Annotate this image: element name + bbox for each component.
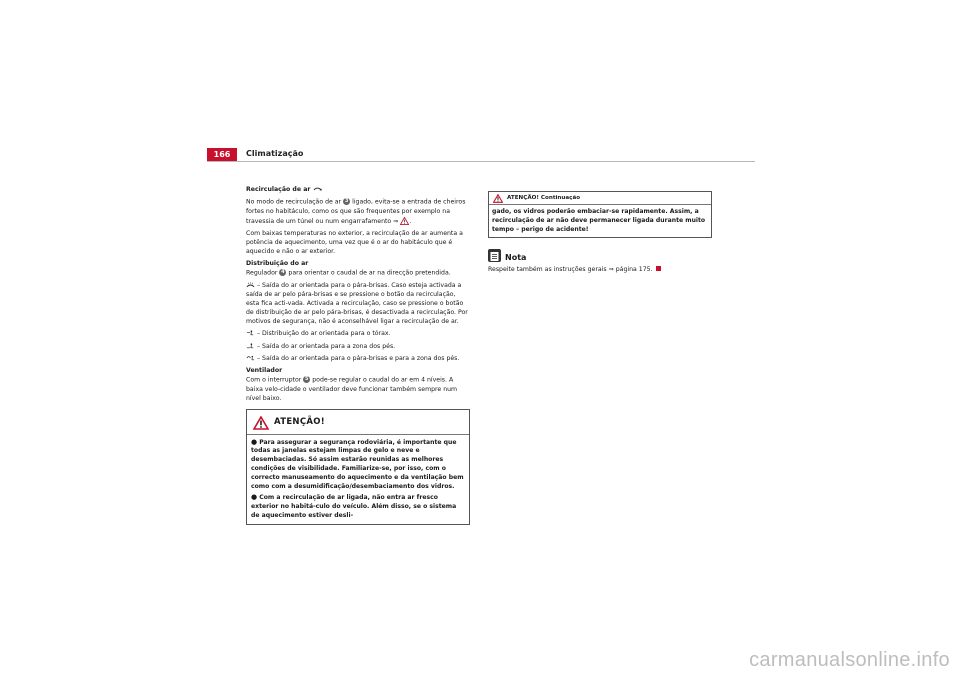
- dist-item-chest: [246, 330, 470, 339]
- dist-p1-text-b: para orientar o caudal de ar na direcção pretendida.: [288, 269, 451, 277]
- bullet-icon: ●: [251, 437, 258, 446]
- dist-item4-text: – Saída do ar orientada para o pára-brisas e para a zona dos pés.: [256, 355, 460, 362]
- windscreen-icon: [246, 282, 255, 288]
- section-title: Climatização: [246, 149, 304, 158]
- note-icon: [488, 249, 501, 262]
- windscreen-footwell-icon: [246, 355, 255, 361]
- ref-4: 4: [281, 269, 285, 276]
- dist-heading: Distribuição do ar: [246, 260, 309, 268]
- dist-item-windscreen: [246, 282, 470, 327]
- ref-5: 5: [305, 376, 309, 383]
- recirc-paragraph-2: Com baixas temperaturas no exterior, a recirculação de ar aumenta a potência de aquecimento, uma vez que é o ar do habitáculo que é aquecido e não o ar exterior.: [246, 230, 463, 255]
- warning-triangle-icon: [400, 217, 412, 225]
- recirc-heading-line: [246, 186, 470, 195]
- chest-vent-icon: [246, 330, 255, 336]
- column-right: [488, 191, 712, 275]
- watermark: carmanualsonline.info: [749, 649, 950, 671]
- warning-b2-text: Com a recirculação de ar ligada, não entra ar fresco exterior no habitá-culo do veículo. Além disso, se o sistema de aquecimento estiver desli-: [251, 493, 457, 519]
- recirculation-icon: [313, 186, 322, 192]
- warning-continued-body: gado, os vidros poderão embaciar-se rapidamente. Assim, a recirculação de ar não deve permanecer ligada durante muito tempo – perigo de acidente!: [492, 208, 706, 233]
- recirc-p1-text-b: ligado, evita-se a entrada de cheiros fortes no habitáculo, como os que são frequentes por exemplo na travessia de um túnel ou num engarrafamento ⇒: [246, 198, 466, 225]
- warning-body: [247, 435, 469, 524]
- warning-header: [247, 410, 469, 432]
- warning-continued-title: ATENÇÃO! Continuação: [507, 195, 581, 202]
- warning-bullet-1: [251, 438, 465, 492]
- page-number: 166: [207, 148, 237, 161]
- dist-item2-text: – Distribuição do ar orientada para o tórax.: [256, 330, 391, 338]
- column-left: [246, 186, 470, 525]
- dist-item3-text: – Saída do ar orientada para a zona dos pés.: [256, 342, 396, 350]
- dist-item-feet: [246, 343, 470, 352]
- warning-bullet-2: [251, 493, 465, 521]
- recirc-paragraph-1: [246, 198, 470, 226]
- recirc-heading: Recirculação de ar: [246, 186, 311, 193]
- recirc-p1-text-a: No modo de recirculação de ar: [246, 198, 342, 206]
- note-title: Nota: [505, 252, 527, 262]
- vent-p1-text-b: pode-se regular o caudal do ar em 4 níveis. A baixa velo-cidade o ventilador deve funcionar também sempre num nível baixo.: [246, 376, 458, 402]
- note-body: Respeite também as instruções gerais ⇒ página 175.: [488, 265, 653, 273]
- warning-box: [246, 409, 470, 525]
- vent-heading: Ventilador: [246, 367, 283, 375]
- footwell-icon: [246, 343, 255, 349]
- dist-item-windscreen-feet: [246, 355, 470, 364]
- vent-p1-text-a: Com o interruptor: [246, 376, 302, 384]
- warning-triangle-icon: [253, 416, 269, 430]
- warning-continued-box: [488, 191, 712, 238]
- recirc-p1-end: .: [409, 217, 412, 225]
- dist-paragraph-1: [246, 269, 470, 278]
- dist-item1-text: – Saída do ar orientada para o pára-brisas. Caso esteja activada a saída de ar pelo pára-brisas e se pressione o botão da recirculação, esta fica acti-vada. Activada a recirculação, caso se pressione o botão de distribuição de ar pelo pára-brisas, é desactivada a recirculação. Por motivos de segurança, não é aconselhável ligar a recirculação de ar.: [246, 282, 468, 325]
- vent-paragraph-1: [246, 376, 470, 403]
- note-body-line: [488, 266, 712, 275]
- ref-3: 3: [344, 198, 349, 205]
- end-marker-icon: [656, 266, 661, 271]
- warning-continued-header: [489, 192, 711, 205]
- warning-triangle-icon: [493, 194, 503, 203]
- note-header: [488, 248, 712, 263]
- warning-b1-text: Para assegurar a segurança rodoviária, é importante que todas as janelas estejam limpas de gelo e neve e desembaciadas. Só assim estarão reunidas as melhores condições de visibilidade. Familiarize-se, por isso, com o correcto manuseamento do aquecimento e da ventilação bem como com a desumidificação/desembaciamento dos vidros.: [251, 438, 464, 491]
- bullet-icon: ●: [251, 492, 258, 501]
- dist-p1-text-a: Regulador: [246, 269, 278, 277]
- warning-title: ATENÇÃO!: [274, 417, 325, 428]
